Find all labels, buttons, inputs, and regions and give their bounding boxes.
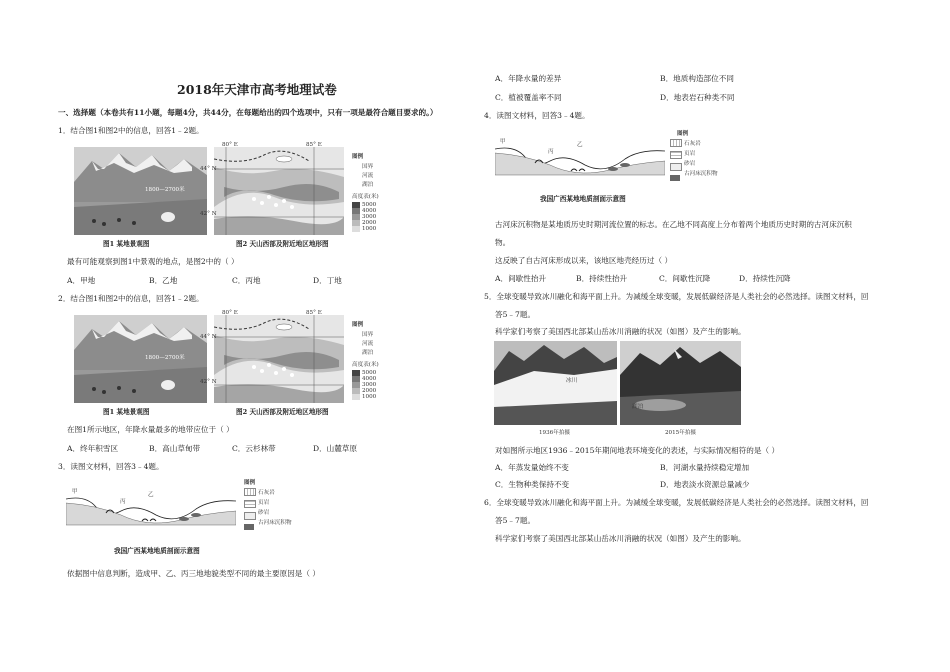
q2-option-b[interactable]: B．高山草甸带 xyxy=(149,444,201,453)
geo-caption-left: 我国广西某地地质剖面示意图 xyxy=(114,547,200,555)
geo-legend-riverbed-right: 古河床沉积物 xyxy=(684,171,718,177)
geo-legend-swatches-right xyxy=(670,139,682,181)
q1-option-a[interactable]: A．甲地 xyxy=(67,276,96,285)
q6-stem: 6．全球变暖导致冰川融化和海平面上升。为减缓全球变暖，发展低碳经济是人类社会的必然选择。读图文材料，回 xyxy=(484,498,869,507)
elev-4000-repeat: 4000 xyxy=(362,376,377,382)
elev-1000: 1000 xyxy=(362,226,377,232)
q4-option-d[interactable]: D．持续性沉降 xyxy=(739,274,791,283)
q4-option-b[interactable]: B．持续性抬升 xyxy=(576,274,628,283)
geo-legend-sandstone: 砂岩 xyxy=(258,510,270,516)
glacier-label: 冰川 xyxy=(566,378,578,384)
geo-label-bing: 丙 xyxy=(120,499,126,505)
photo-caption-1936: 1936年拍摄 xyxy=(539,430,571,436)
lon-label-2-repeat: 85° E xyxy=(306,310,322,316)
q4-para1: 古河床沉积物是某地质历史时期河流位置的标志。在乙地不同高度上分布着两个地质历史时期的古河床沉积 xyxy=(495,220,852,229)
figure-2-map xyxy=(214,147,344,235)
lat-label-2-repeat: 42° N xyxy=(200,379,217,385)
q1-option-c[interactable]: C．丙地 xyxy=(232,276,261,285)
q3-body: 依据图中信息判断，造成甲、乙、丙三地地貌类型不同的最主要原因是（ ） xyxy=(67,569,321,578)
elev-5000: 5000 xyxy=(362,202,377,208)
q5-option-a[interactable]: A．年蒸发量始终不变 xyxy=(495,463,569,472)
geo-label-jia-right: 甲 xyxy=(500,139,506,145)
figure-1-photo-repeat xyxy=(74,315,207,403)
lon-label-1-repeat: 80° E xyxy=(222,310,238,316)
q1-body: 最有可能观察到图1中景观的地点，是图2中的（ ） xyxy=(67,257,239,266)
q5-option-d[interactable]: D．地表淡水资源总量减少 xyxy=(660,480,750,489)
q3-option-b[interactable]: B．地质构造部位不同 xyxy=(660,74,734,83)
elev-2000-repeat: 2000 xyxy=(362,388,377,394)
geo-label-jia: 甲 xyxy=(72,489,78,495)
q5-option-b[interactable]: B．河湖水量持续稳定增加 xyxy=(660,463,750,472)
section-heading: 一、选择题（本卷共有11小题，每题4分，共44分，在每题给出的四个选项中，只有一项是最符合题目要求的。） xyxy=(58,108,438,117)
q2-stem: 2．结合图1和图2中的信息，回答1﹣2题。 xyxy=(58,294,204,303)
geo-legend-swatches xyxy=(244,488,256,530)
legend-river-repeat: 河流 xyxy=(362,341,374,347)
photo-altitude-label-repeat: 1800—2700米 xyxy=(145,355,185,361)
figure-2-map-repeat xyxy=(214,315,344,403)
legend-border: 国界 xyxy=(362,164,374,170)
q1-stem: 1．结合图1和图2中的信息，回答1﹣2题。 xyxy=(58,126,204,135)
q2-option-c[interactable]: C．云杉林带 xyxy=(232,444,276,453)
legend-lake: 湖泊 xyxy=(362,182,374,188)
q5-intro: 科学家们考察了美国西北部某山岳冰川消融的状况（如图）及产生的影响。 xyxy=(495,327,746,336)
legend-elevation-repeat: 高度表(米) xyxy=(352,362,379,368)
glacier-photo-2015 xyxy=(620,341,741,425)
elevation-scale-repeat xyxy=(352,370,360,400)
q5-option-c[interactable]: C．生物种类保持不变 xyxy=(495,480,570,489)
geo-legend-shale-right: 页岩 xyxy=(684,151,696,157)
q3-option-d[interactable]: D．地表岩石种类不同 xyxy=(660,93,735,102)
lon-label-2: 85° E xyxy=(306,142,322,148)
legend-title: 图例 xyxy=(352,154,364,160)
geo-label-yi-right: 乙 xyxy=(577,142,583,148)
geo-legend-sandstone-right: 砂岩 xyxy=(684,161,696,167)
figure-1-photo xyxy=(74,147,207,235)
q1-option-b[interactable]: B．乙地 xyxy=(149,276,178,285)
geo-legend-limestone: 石灰岩 xyxy=(258,490,275,496)
legend-title-repeat: 图例 xyxy=(352,322,364,328)
lat-label-1: 44° N xyxy=(200,166,217,172)
q5-stem: 5．全球变暖导致冰川融化和海平面上升。为减缓全球变暖，发展低碳经济是人类社会的必然选择。读图文材料，回 xyxy=(484,292,869,301)
elev-3000: 3000 xyxy=(362,214,377,220)
legend-river: 河流 xyxy=(362,173,374,179)
q2-option-a[interactable]: A．终年积雪区 xyxy=(67,444,119,453)
q1-option-d[interactable]: D．丁地 xyxy=(313,276,342,285)
figure-1-caption: 图1 某地景观图 xyxy=(103,240,150,248)
geo-legend-title: 图例 xyxy=(244,480,256,486)
q3-stem: 3．读图文材料，回答3﹣4题。 xyxy=(58,462,164,471)
lon-label-1: 80° E xyxy=(222,142,238,148)
elev-3000-repeat: 3000 xyxy=(362,382,377,388)
legend-elevation: 高度表(米) xyxy=(352,194,379,200)
elev-1000-repeat: 1000 xyxy=(362,394,377,400)
geo-label-yi: 乙 xyxy=(148,492,154,498)
q3-option-a[interactable]: A．年降水量的差异 xyxy=(495,74,562,83)
figure-1-caption-repeat: 图1 某地景观图 xyxy=(103,408,150,416)
elev-4000: 4000 xyxy=(362,208,377,214)
lake-label: 湖泊 xyxy=(632,404,644,410)
geo-legend-riverbed: 古河床沉积物 xyxy=(258,520,292,526)
q6-intro: 科学家们考察了美国西北部某山岳冰川消融的状况（如图）及产生的影响。 xyxy=(495,534,746,543)
figure-2-caption-repeat: 图2 天山西部及附近地区地形图 xyxy=(236,408,329,416)
q6-stem2: 答5﹣7题。 xyxy=(495,516,536,525)
legend-lake-repeat: 湖泊 xyxy=(362,350,374,356)
lat-label-1-repeat: 44° N xyxy=(200,334,217,340)
q4-para1b: 物。 xyxy=(495,238,511,247)
q4-option-a[interactable]: A．间歇性抬升 xyxy=(495,274,547,283)
legend-border-repeat: 国界 xyxy=(362,332,374,338)
q3-option-c[interactable]: C．植被覆盖率不同 xyxy=(495,93,562,102)
q2-body: 在图1所示地区，年降水量最多的地带应位于（ ） xyxy=(67,425,234,434)
geo-label-bing-right: 丙 xyxy=(548,149,554,155)
glacier-photo-1936 xyxy=(494,341,617,425)
photo-caption-2015: 2015年拍摄 xyxy=(665,430,697,436)
lat-label-2: 42° N xyxy=(200,211,217,217)
q5-body: 对如图所示地区1936﹣2015年期间地表环境变化的表述，与实际情况相符的是（ ） xyxy=(495,446,780,455)
q4-stem: 4．读图文材料，回答3﹣4题。 xyxy=(484,111,590,120)
elev-5000-repeat: 5000 xyxy=(362,370,377,376)
geo-legend-limestone-right: 石灰岩 xyxy=(684,141,701,147)
q5-stem2: 答5﹣7题。 xyxy=(495,310,536,319)
photo-altitude-label: 1800—2700米 xyxy=(145,187,185,193)
page-title: 2018年天津市高考地理试卷 xyxy=(177,82,337,97)
q4-body: 这反映了自古河床形成以来，该地区地壳经历过（ ） xyxy=(495,256,673,265)
geo-legend-shale: 页岩 xyxy=(258,500,270,506)
q2-option-d[interactable]: D．山麓草原 xyxy=(313,444,358,453)
q4-option-c[interactable]: C．间歇性沉降 xyxy=(659,274,711,283)
figure-2-caption: 图2 天山西部及附近地区地形图 xyxy=(236,240,329,248)
elevation-scale xyxy=(352,202,360,232)
geo-caption-right: 我国广西某地地质剖面示意图 xyxy=(540,195,626,203)
elev-2000: 2000 xyxy=(362,220,377,226)
geo-legend-title-right: 图例 xyxy=(677,131,689,137)
